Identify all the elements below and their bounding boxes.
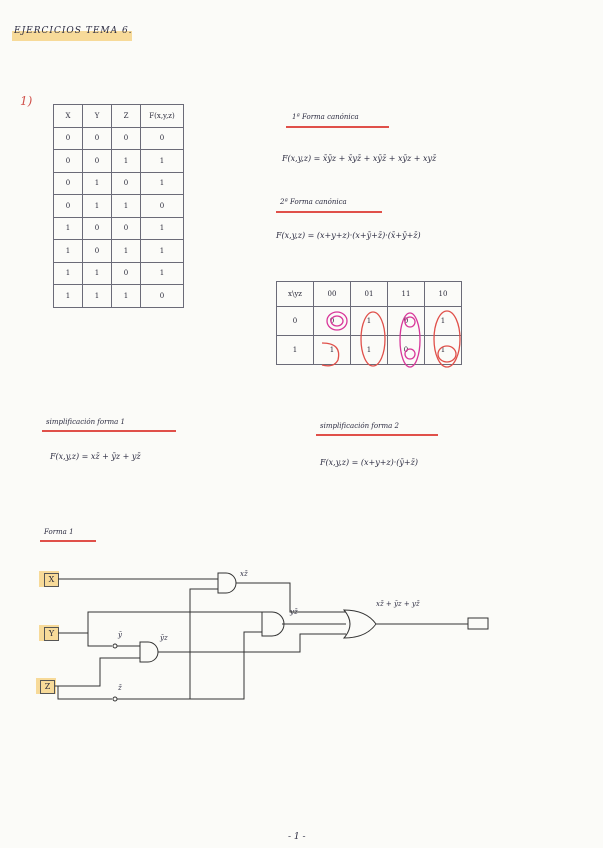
cell: 1 [83,262,112,285]
simplification-2-formula: F(x,y,z) = (x+y+z)·(ȳ+z̄) [320,458,418,467]
kmap-cell: 0 [388,336,425,365]
wire-y-to-not [88,633,112,646]
kmap-zero-circle [331,316,343,326]
not-y-label: ȳ [118,631,122,639]
kmap-cell: 1 [425,307,462,336]
cell: 1 [112,240,141,263]
cell: 0 [112,217,141,240]
and-gate-1 [218,573,236,593]
cell: 1 [112,285,141,308]
kmap-groupings [322,311,460,367]
cell: 0 [112,262,141,285]
kmap-one-group [361,312,385,366]
cell: 1 [83,172,112,195]
wire-z [55,686,112,699]
cell: 0 [54,150,83,173]
kmap-cell: 1 [425,336,462,365]
kmap-row-label: 1 [277,336,314,365]
cell: 1 [83,195,112,218]
truth-table-header-cell: F(x,y,z) [141,105,184,128]
first-canonical-heading: 1ª Forma canónica [292,113,359,121]
kmap-one-group [434,311,460,367]
cell: 0 [83,150,112,173]
cell: 0 [83,217,112,240]
cell: 0 [112,172,141,195]
kmap-column-header: 11 [388,282,425,307]
cell: 0 [83,127,112,150]
cell: 1 [141,262,184,285]
and3-label: ȳz [160,634,168,642]
kmap-column-header: 01 [351,282,388,307]
wire-notz-to-and1 [190,589,218,699]
input-x: X [44,573,59,587]
and1-label: xz̄ [240,570,248,578]
input-z: Z [40,680,55,694]
cell: 0 [112,127,141,150]
kmap-column-header: 10 [425,282,462,307]
kmap-cell: 1 [351,307,388,336]
kmap-zero-circle [405,349,415,359]
and2-label: yz̄ [290,608,298,616]
wire-and1-out [236,583,346,612]
not-gate-z-bubble [113,697,117,701]
truth-table-header-cell: Z [112,105,141,128]
cell: 0 [83,240,112,263]
page-title: EJERCICIOS TEMA 6. [14,26,133,36]
cell: 1 [112,150,141,173]
and-gate-2 [262,612,284,636]
kmap-cell: 0 [314,307,351,336]
truth-table-header-cell: X [54,105,83,128]
kmap-one-circle [438,346,456,362]
cell: 1 [141,217,184,240]
not-gate-y-bubble [113,644,117,648]
kmap-cell: 1 [351,336,388,365]
cell: 1 [54,217,83,240]
cell: 0 [141,127,184,150]
not-z-label: z̄ [118,684,122,692]
simplification-1-formula: F(x,y,z) = xz̄ + ȳz + yz̄ [50,452,141,461]
kmap-row-label: 0 [277,307,314,336]
input-y: Y [44,627,59,641]
kmap-corner: x\yz [277,282,314,307]
wire-and3-out [158,634,346,652]
cell: 1 [83,285,112,308]
cell: 0 [54,127,83,150]
cell: 0 [141,195,184,218]
logic-circuit [55,573,488,701]
cell: 1 [54,285,83,308]
kmap-zero-circle [405,317,415,327]
wire-y [58,612,262,633]
kmap-cell: 0 [388,307,425,336]
circuit-heading: Forma 1 [44,528,74,536]
or-gate [344,610,376,638]
cell: 1 [54,262,83,285]
kmap-zero-circle [327,312,347,330]
second-canonical-heading: 2ª Forma canónica [280,198,347,206]
cell: 0 [54,172,83,195]
kmap-column-header: 00 [314,282,351,307]
truth-table-header-cell: Y [83,105,112,128]
kmap-cell: 1 [314,336,351,365]
cell: 1 [112,195,141,218]
output-terminal [468,618,488,629]
page-number: - 1 - [288,832,306,842]
cell: 1 [141,240,184,263]
second-canonical-formula: F(x,y,z) = (x+y+z)·(x+ȳ+z̄)·(x̄+ȳ+z̄) [276,231,421,240]
simplification-2-heading: simplificación forma 2 [320,422,399,430]
cell: 1 [141,150,184,173]
output-label: xz̄ + ȳz + yz̄ [376,600,420,608]
simplification-1-heading: simplificación forma 1 [46,418,125,426]
kmap-wrap-group [322,343,339,366]
exercise-number: 1) [20,94,33,108]
cell: 0 [141,285,184,308]
cell: 1 [141,172,184,195]
and-gate-3 [140,642,158,662]
cell: 0 [54,195,83,218]
wire-z-to-and3 [58,658,140,686]
cell: 1 [54,240,83,263]
first-canonical-formula: F(x,y,z) = x̄ȳz + x̄yz̄ + xȳz̄ + xȳz + xyz̄ [282,154,437,163]
